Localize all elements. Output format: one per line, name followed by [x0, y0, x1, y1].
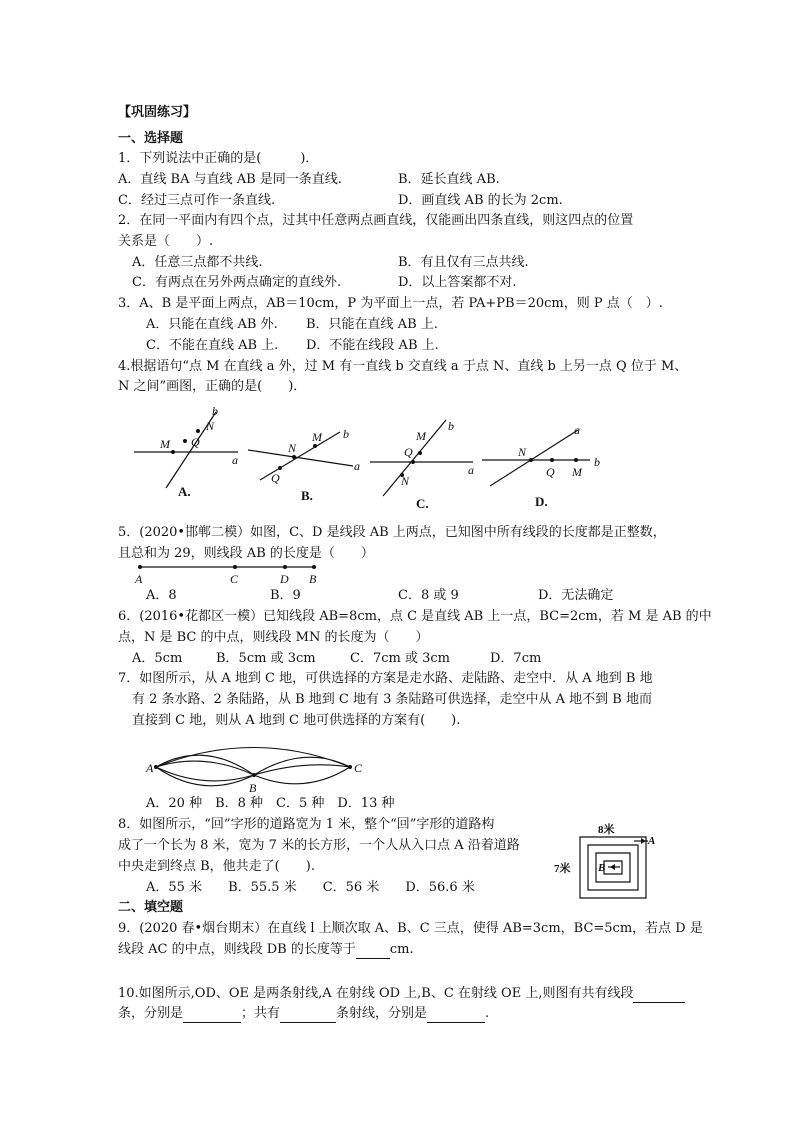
q8-point-b: B: [598, 862, 606, 874]
q7-stem-line1: 7．如图所示，从 A 地到 C 地，可供选择的方案是走水路、走陆路、走空中．从 A 地到 B 地: [118, 671, 653, 686]
q7-point-a: A: [146, 761, 154, 775]
q8-width-label: 8米: [598, 824, 615, 836]
q8-stem-line1: 8．如图所示，“回”字形的道路宽为 1 米，整个“回”字形的道路构: [118, 817, 495, 832]
q3-option-b: B．只能在直线 AB 上.: [306, 317, 438, 332]
q6-option-d: D．7cm: [490, 651, 542, 666]
q4a-label-q: Q: [191, 435, 200, 449]
q5-stem-line1: 5．(2020•邯郸二模）如图，C、D 是线段 AB 上两点，已知图中所有线段的长度都是正整数，: [118, 525, 666, 540]
q3-option-d: D．不能在线段 AB 上.: [306, 338, 439, 353]
q9-stem-line2: [118, 941, 414, 959]
q5-segment-figure: [132, 561, 332, 587]
q6-option-b: B．5cm 或 3cm: [216, 651, 316, 666]
q4-choice-c-label: C.: [416, 496, 429, 511]
q10-text-4: .: [485, 1006, 490, 1021]
q2-option-a: A．任意三点都不共线.: [132, 255, 263, 270]
part2-heading: 二、填空题: [118, 900, 184, 915]
q4c-label-b: b: [448, 419, 454, 433]
q8-height-label: 7米: [554, 863, 571, 875]
q5-option-c: C．8 或 9: [398, 588, 459, 603]
q10-rays-list-blank[interactable]: [427, 1008, 485, 1023]
q7-point-c: C: [354, 761, 363, 775]
q4a-label-m: M: [160, 437, 170, 451]
q9-stem-line1: 9．(2020 春•烟台期末）在直线 l 上顺次取 A、B、C 三点，使得 AB=3cm，BC=5cm，若点 D 是: [118, 921, 703, 936]
q3-option-a: A．只能在直线 AB 外.: [146, 317, 278, 332]
q1-option-c: C．经过三点可作一条直线.: [118, 193, 276, 208]
q10-stem-line1: [118, 985, 685, 1003]
q10-segments-list-blank[interactable]: [183, 1008, 241, 1023]
q4c-label-m: M: [416, 429, 426, 443]
q5-point-c: C: [230, 572, 239, 586]
q9-stem-text: 线段 AC 的中点，则线段 DB 的长度等于: [118, 942, 356, 957]
q2-option-d: D．以上答案都不对.: [398, 275, 517, 290]
q4b-label-q: Q: [271, 471, 280, 485]
q7-point-b: B: [249, 781, 257, 795]
q4-figure: [128, 402, 618, 514]
q10-text-1: 条，分别是: [118, 1006, 184, 1021]
q4-choice-b-label: B.: [301, 488, 313, 503]
q4b-label-a: a: [354, 459, 360, 473]
q4d-label-b: b: [594, 455, 600, 469]
q4-stem-line2: N 之间”画图，正确的是( )．: [118, 379, 307, 394]
q4d-label-n: N: [518, 445, 527, 459]
q10-stem-line2: [118, 1005, 489, 1023]
q8-hui-figure: [550, 822, 660, 900]
q2-stem-line2: 关系是（ ）.: [118, 234, 214, 249]
q8-point-a: A: [648, 835, 656, 847]
q5-option-a: A．8: [146, 588, 177, 603]
q6-stem-line2: 点，N 是 BC 的中点，则线段 MN 的长度为（ ）: [118, 630, 429, 645]
q5-option-b: B．9: [270, 588, 301, 603]
q5-point-b: B: [309, 572, 317, 586]
q1-option-b: B．延长直线 AB.: [398, 172, 500, 187]
q5-stem-line2: 且总和为 29，则线段 AB 的长度是（ ）: [118, 546, 374, 561]
q4b-label-m: M: [312, 430, 322, 444]
q9-unit: cm.: [389, 942, 414, 957]
q7-route-figure: [144, 742, 370, 798]
q6-option-c: C．7cm 或 3cm: [350, 651, 450, 666]
q6-option-a: A．5cm: [132, 651, 183, 666]
q4-choice-a-label: A.: [178, 484, 191, 499]
q8-stem-line3: 中央走到终点 B，他共走了( ).: [118, 859, 315, 874]
q1-option-a: A．直线 BA 与直线 AB 是同一条直线.: [118, 172, 342, 187]
q4b-label-b: b: [343, 427, 349, 441]
q5-point-d: D: [280, 572, 289, 586]
q4a-label-a: a: [232, 453, 238, 467]
q4d-label-m: M: [572, 465, 582, 479]
q4a-label-b: b: [212, 404, 218, 418]
q3-option-c: C．不能在直线 AB 上.: [146, 338, 279, 353]
q4-choice-d-label: D.: [535, 494, 548, 509]
q10-text-2: ；共有: [241, 1006, 281, 1021]
q9-answer-blank[interactable]: [356, 944, 390, 959]
q4a-label-n: N: [206, 419, 215, 433]
q4b-label-n: N: [288, 441, 297, 455]
q3-stem: 3．A、B 是平面上两点，AB＝10cm，P 为平面上一点，若 PA+PB＝20cm，则 P 点（ ）.: [118, 296, 663, 311]
q10-text-3: 条射线，分别是: [336, 1006, 428, 1021]
part1-heading: 一、选择题: [118, 131, 184, 146]
q2-option-b: B．有且仅有三点共线.: [398, 255, 529, 270]
q7-stem-line2: 有 2 条水路、2 条陆路，从 B 地到 C 地有 3 条陆路可供选择，走空中从 A 地不到 B 地而: [132, 692, 652, 707]
q10-ray-count-blank[interactable]: [280, 1008, 336, 1023]
q4c-label-a: a: [468, 463, 474, 477]
q5-point-a: A: [135, 572, 143, 586]
q4c-label-n: N: [401, 474, 410, 488]
section-title: 【巩固练习】: [118, 105, 197, 120]
q5-option-d: D．无法确定: [538, 588, 614, 603]
q10-segment-count-blank[interactable]: [633, 988, 685, 1003]
q2-option-c: C．有两点在另外两点确定的直线外.: [132, 275, 342, 290]
q6-stem-line1: 6．(2016•花都区一模）已知线段 AB=8cm，点 C 是直线 AB 上一点，BC=2cm，若 M 是 AB 的中: [118, 609, 712, 624]
q2-stem-line1: 2．在同一平面内有四个点，过其中任意两点画直线，仅能画出四条直线，则这四点的位置: [118, 213, 634, 228]
q8-options: A．55 米 B．55.5 米 C．56 米 D．56.6 米: [146, 880, 475, 895]
q4d-label-a: a: [574, 423, 580, 437]
q1-option-d: D．画直线 AB 的长为 2cm.: [398, 193, 563, 208]
q4c-label-q: Q: [404, 445, 413, 459]
q1-stem: 1．下列说法中正确的是( )．: [118, 151, 319, 166]
q7-stem-line3: 直接到 C 地，则从 A 地到 C 地可供选择的方案有( ).: [132, 713, 461, 728]
q4d-label-q: Q: [546, 465, 555, 479]
q8-stem-line2: 成了一个长为 8 米，宽为 7 米的长方形，一个人从入口点 A 沿着道路: [118, 838, 520, 853]
q7-options: A．20 种 B．8 种 C．5 种 D．13 种: [146, 796, 395, 811]
q10-stem-text: 10.如图所示,OD、OE 是两条射线,A 在射线 OD 上,B、C 在射线 OE 上,则图有共有线段: [118, 986, 634, 1001]
q4-stem-line1: 4.根据语句“点 M 在直线 a 外，过 M 有一直线 b 交直线 a 于点 N、直线 b 上另一点 Q 位于 M、: [118, 359, 688, 374]
